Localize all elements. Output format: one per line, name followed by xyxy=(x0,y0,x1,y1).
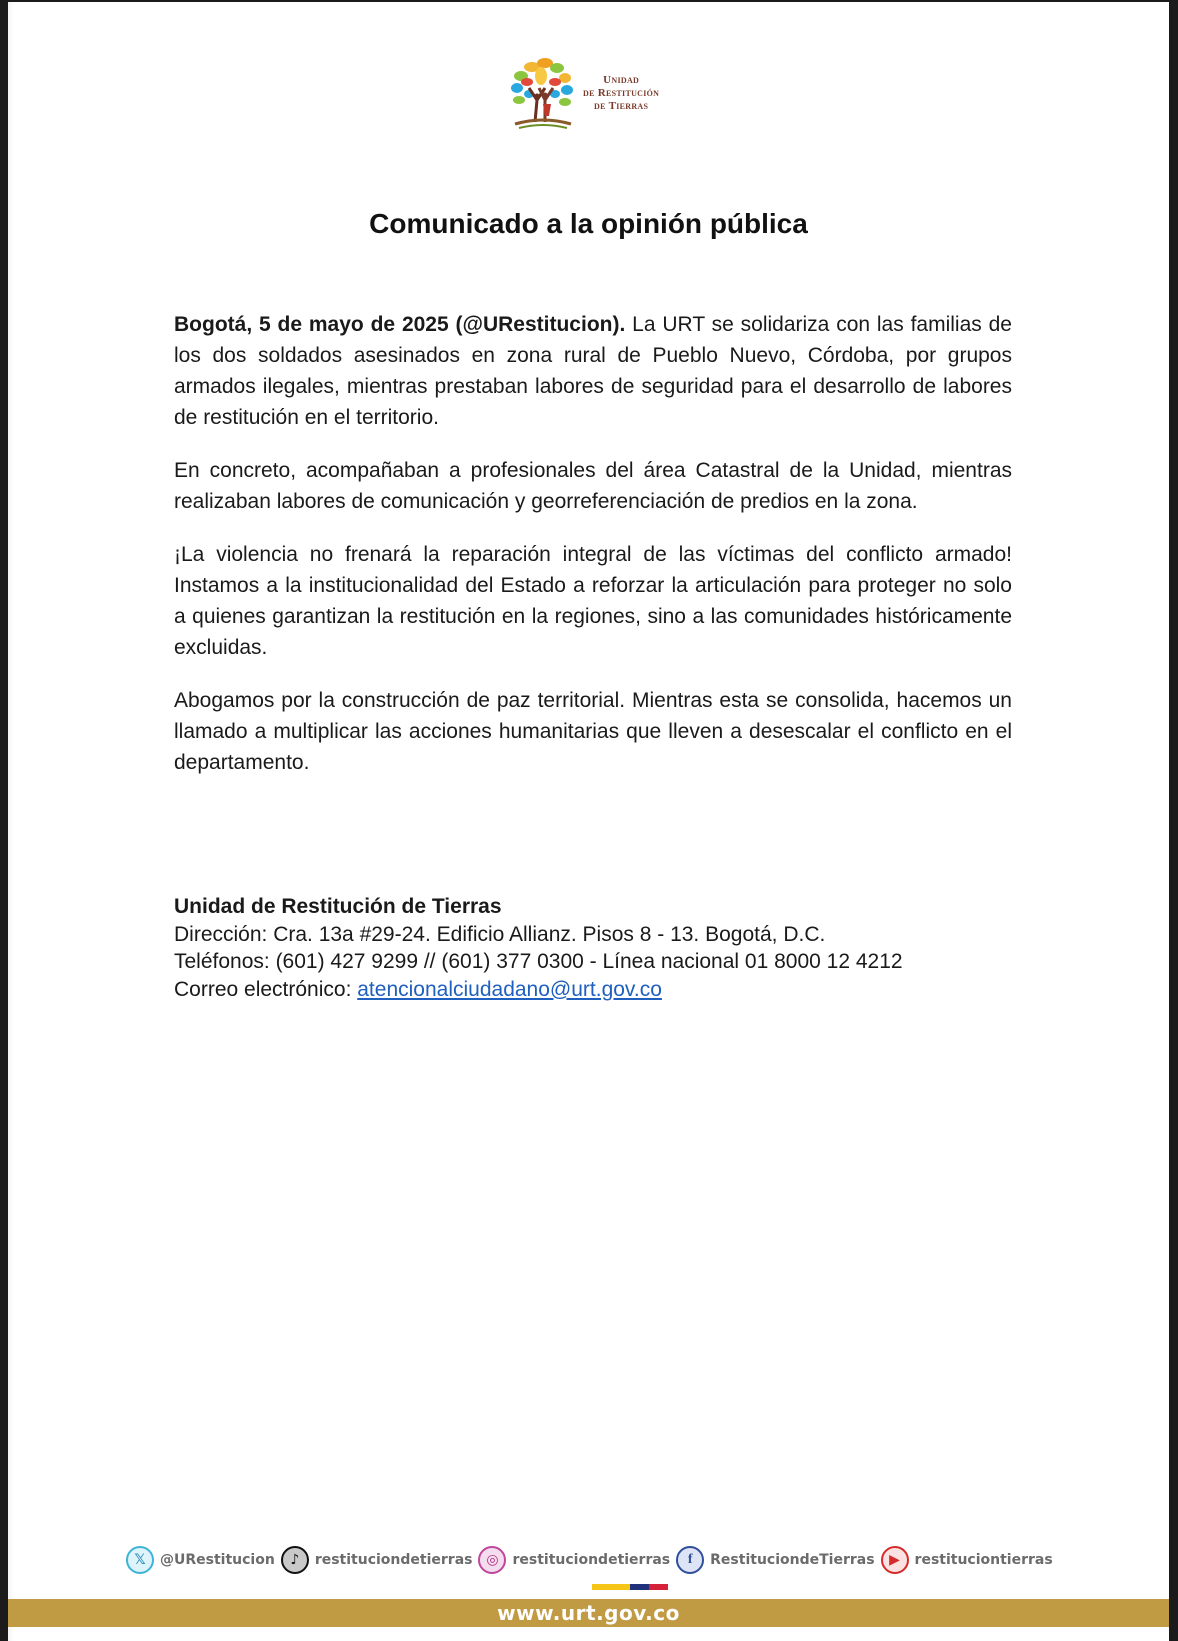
flag-blue xyxy=(630,1584,649,1590)
social-handle: @URestitucion xyxy=(160,1552,275,1568)
contact-address: Dirección: Cra. 13a #29-24. Edificio Allianz. Pisos 8 - 13. Bogotá, D.C. xyxy=(174,922,826,946)
youtube-icon: ▶ xyxy=(881,1546,909,1574)
social-facebook[interactable] xyxy=(676,1546,874,1574)
urt-logo xyxy=(505,54,695,134)
statement-body xyxy=(174,309,1012,800)
logo-line-3: de Tierras xyxy=(594,100,649,112)
dateline: Bogotá, 5 de mayo de 2025 (@URestitucion). xyxy=(174,313,626,336)
social-links xyxy=(126,1545,1059,1575)
facebook-icon: f xyxy=(676,1546,704,1574)
logo-line-2: de Restitución xyxy=(583,87,660,99)
logo-line-1: Unidad xyxy=(603,74,640,86)
logo-wordmark xyxy=(583,74,659,113)
social-instagram[interactable] xyxy=(478,1546,670,1574)
social-tiktok[interactable] xyxy=(281,1546,473,1574)
social-handle: restituciontierras xyxy=(914,1552,1053,1568)
paragraph-4: Abogamos por la construcción de paz territorial. Mientras esta se consolida, hacemos un llamado a multiplicar las acciones humanitarias que lleven a desescalar el conflicto en el departamento. xyxy=(174,689,1012,774)
flag-red xyxy=(649,1584,668,1590)
paragraph-1-text: La URT se solidariza con las familias de los dos soldados asesinados en zona rural de Pueblo Nuevo, Córdoba, por grupos armados ilegales, mientras prestaban labores de seguridad para el desarrollo de labores de restitución en el territorio. xyxy=(174,313,1012,429)
contact-email-row xyxy=(174,976,903,1004)
social-handle: RestituciondeTierras xyxy=(710,1552,875,1568)
social-youtube[interactable] xyxy=(881,1546,1053,1574)
page-title: Comunicado a la opinión pública xyxy=(369,208,808,239)
tree-logo-icon xyxy=(505,54,583,134)
contact-phones: Teléfonos: (601) 427 9299 // (601) 377 0300 - Línea nacional 01 8000 12 4212 xyxy=(174,950,903,973)
contact-block xyxy=(174,893,903,1003)
contact-org: Unidad de Restitución de Tierras xyxy=(174,895,502,918)
social-handle: restituciondetierras xyxy=(512,1552,671,1568)
contact-email-label: Correo electrónico: xyxy=(174,977,358,1001)
social-handle: restituciondetierras xyxy=(314,1552,473,1568)
paragraph-2: En concreto, acompañaban a profesionales del área Catastral de la Unidad, mientras realizaban labores de comunicación y georreferenciación de predios en la zona. xyxy=(174,459,1012,513)
website-band xyxy=(8,1599,1169,1627)
flag-yellow xyxy=(592,1584,630,1590)
website-link[interactable]: www.urt.gov.co xyxy=(497,1601,680,1625)
instagram-icon: ◎ xyxy=(478,1546,506,1574)
x-icon: 𝕏 xyxy=(126,1546,154,1574)
colombia-flag-bar xyxy=(592,1584,668,1590)
tiktok-icon: ♪ xyxy=(281,1546,309,1574)
social-x[interactable] xyxy=(126,1546,275,1574)
paragraph-1 xyxy=(174,309,1012,433)
paragraph-3: ¡La violencia no frenará la reparación integral de las víctimas del conflicto armado! Instamos a la institucionalidad del Estado a reforzar la articulación para proteger no solo a quienes garantizan la restitución en la regiones, sino a las comunidades históricamente excluidas. xyxy=(174,543,1012,659)
document-page xyxy=(8,2,1169,1641)
email-link[interactable]: atencionalciudadano@urt.gov.co xyxy=(357,977,662,1001)
